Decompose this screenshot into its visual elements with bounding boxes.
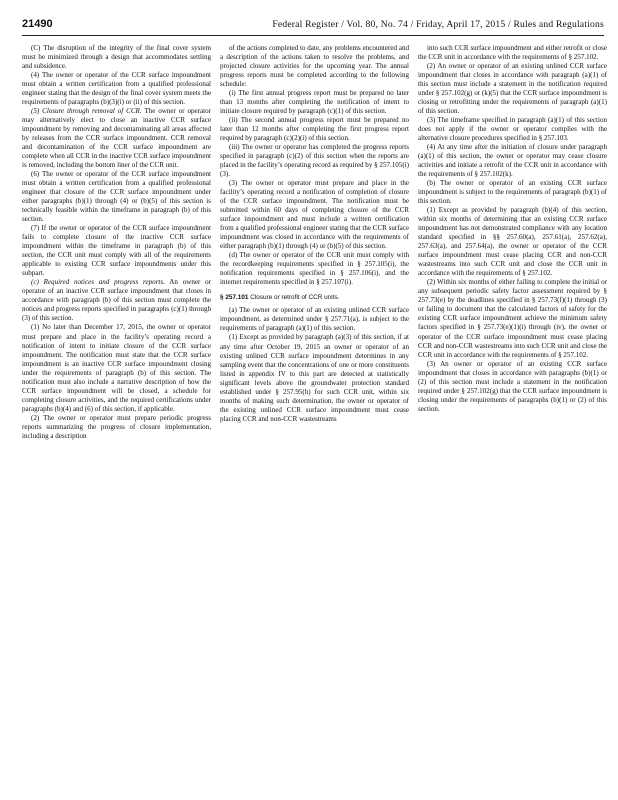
paragraph: (4) The owner or operator of the CCR surface impoundment must obtain a written certification from a qualified professional engineer stating that the design of the final cover system meets the requirements of paragraphs (b)(3)(i) or (ii) of this section. bbox=[22, 71, 211, 107]
column-1 bbox=[22, 44, 211, 788]
paragraph: (1) No later than December 17, 2015, the owner or operator must prepare and place in the facility’s operating record a notification of intent to initiate closure of the CCR surface impoundment. The notification must state that the CCR surface impoundment is an inactive CCR surface impoundment closing under the requirements of paragraph (b) of this section. The notification must also include a narrative description of how the CCR surface impoundment will be closed, a schedule for completing closure activities, and the required certifications under paragraphs (b)(4) and (6) of this section, if applicable. bbox=[22, 323, 211, 413]
paragraph bbox=[22, 107, 211, 170]
running-head: Federal Register / Vol. 80, No. 74 / Friday, April 17, 2015 / Rules and Regulations bbox=[272, 19, 604, 30]
column-3 bbox=[418, 44, 607, 788]
paragraph: of the actions completed to date, any problems encountered and a description of the actions taken to resolve the problems, and projected closure activities for the upcoming year. The annual progress reports must be completed according to the following schedule: bbox=[220, 44, 409, 89]
page-header bbox=[22, 18, 604, 36]
paragraph: (d) The owner or operator of the CCR unit must comply with the recordkeeping requirements specified in § 257.105(i), the notification requirements specified in § 257.106(i), and the internet requirements specified in § 257.107(i). bbox=[220, 251, 409, 287]
paragraph-heading: (c) Required notices and progress reports. bbox=[31, 278, 165, 287]
paragraph: (2) The owner or operator must prepare periodic progress reports summarizing the progress of closure implementation, including a description bbox=[22, 413, 211, 440]
paragraph: (3) The timeframe specified in paragraph (a)(1) of this section does not apply if the owner or operator complies with the alternative closure procedures specified in § 257.103. bbox=[418, 116, 607, 143]
paragraph: (2) An owner or operator of an existing unlined CCR surface impoundment that closes in accordance with paragraph (a)(1) of this section must include a statement in the notification required under § 257.102(g) or (k)(5) that the CCR surface impoundment is closing or retrofitting under the requirements of paragraph (a)(1) of this section. bbox=[418, 62, 607, 116]
paragraph-text: The owner or operator may alternatively elect to close an inactive CCR surface impoundment by removing and decontaminating all areas affected by releases from the CCR surface impoundment. CCR removal and decontamination of the CCR surface impoundment are complete when all CCR in the inactive CCR surface impoundment is removed, including the bottom liner of the CCR unit. bbox=[22, 107, 211, 170]
paragraph: (3) An owner or operator of an existing CCR surface impoundment that closes in accordance with paragraphs (b)(1) or (2) of this section must include a statement in the notification required under § 257.102(g) that the CCR surface impoundment is closing under the requirements of paragraphs (b)(1) or (2) of this section. bbox=[418, 359, 607, 413]
paragraph: (C) The disruption of the integrity of the final cover system must be minimized through a design that accommodates settling and subsidence. bbox=[22, 44, 211, 71]
section-number: § 257.101 bbox=[220, 294, 249, 302]
paragraph: (1) Except as provided by paragraph (b)(4) of this section, within six months of determining that an existing CCR surface impoundment has not demonstrated compliance with any location standard specified in §§ 257.60(a), 257.61(a), 257.62(a), 257.63(a), and 257.64(a), the owner or operator of the CCR surface impoundment must cease placing CCR and non-CCR wastestreams into such CCR unit and close the CCR unit in accordance with the requirements of § 257.102. bbox=[418, 206, 607, 278]
paragraph: (1) Except as provided by paragraph (a)(3) of this section, if at any time after October 19, 2015 an owner or operator of an existing unlined CCR surface impoundment determines in any sampling event that the concentrations of one or more constituents listed in appendix IV to this part are detected at statistically significant levels above the groundwater protection standard established under § 257.95(h) for such CCR unit, within six months of making such determination, the owner or operator of the existing unlined CCR surface impoundment must cease placing CCR and non-CCR wastestreams bbox=[220, 333, 409, 423]
text-columns bbox=[22, 44, 607, 788]
paragraph: (iii) The owner or operator has completed the progress reports specified in paragraph (c)(2) of this section when the reports are placed in the facility’s operating record as required by § 257.105(i)(3). bbox=[220, 143, 409, 179]
paragraph: (2) Within six months of either failing to complete the initial or any subsequent periodic safety factor assessment required by § 257.73(e) by the deadlines specified in § 257.73(f)(1) through (3) or failing to document that the calculated factors of safety for the existing CCR surface impoundment achieve the minimum safety factors specified in § 257.73(e)(1)(i) through (iv), the owner or operator of the CCR surface impoundment must cease placing CCR and non-CCR wastestreams into such CCR unit and close the CCR unit in accordance with the requirements of § 257.102. bbox=[418, 278, 607, 359]
paragraph: (ii) The second annual progress report must be prepared no later than 12 months after completing the first progress report required by paragraph (c)(2)(i) of this section. bbox=[220, 116, 409, 143]
paragraph: (4) At any time after the initiation of closure under paragraph (a)(1) of this section, the owner or operator may cease closure activities and initiate a retrofit of the CCR unit in accordance with the requirements of § 257.102(k). bbox=[418, 143, 607, 179]
paragraph: (i) The first annual progress report must be prepared no later than 13 months after completing the notification of intent to initiate closure required by paragraph (c)(1) of this section. bbox=[220, 89, 409, 116]
paragraph-heading: (5) Closure through removal of CCR. bbox=[31, 107, 142, 116]
paragraph: (b) The owner or operator of an existing CCR surface impoundment is subject to the requirements of paragraph (b)(1) of this section. bbox=[418, 179, 607, 206]
column-2 bbox=[220, 44, 409, 788]
paragraph: into such CCR surface impoundment and either retrofit or close the CCR unit in accordance with the requirements of § 257.102. bbox=[418, 44, 607, 62]
paragraph: (7) If the owner or operator of the CCR surface impoundment fails to complete closure of the inactive CCR surface impoundment within the timeframe in paragraph (b) of this section, the CCR unit must comply with all of the requirements applicable to existing CCR surface impoundments under this subpart. bbox=[22, 224, 211, 278]
page-number: 21490 bbox=[22, 18, 53, 30]
paragraph bbox=[22, 278, 211, 323]
section-title: Closure or retrofit of CCR units. bbox=[248, 294, 340, 302]
paragraph: (a) The owner or operator of an existing unlined CCR surface impoundment, as determined under § 257.71(a), is subject to the requirements of paragraph (a)(1) of this section. bbox=[220, 306, 409, 333]
paragraph: (6) The owner or operator of the CCR surface impoundment must obtain a written certification from a qualified professional engineer that closure of the CCR surface impoundment under either paragraphs (b)(1) through (4) or (b)(5) of this section is technically feasible within the timeframe in paragraph (b) of this section. bbox=[22, 170, 211, 224]
paragraph: (3) The owner or operator must prepare and place in the facility’s operating record a notification of completion of closure of the CCR surface impoundment. The notification must be submitted within 60 days of completing closure of the CCR surface impoundment and must include a written certification from a qualified professional engineer stating that the CCR surface impoundment was closed in accordance with the requirements of either paragraph (b)(1) through (4) or (b)(5) of this section. bbox=[220, 179, 409, 251]
paragraph-text: An owner or operator of an inactive CCR surface impoundment that closes in accordance with paragraph (b) of this section must complete the notices and progress reports specified in paragraphs (c)(1) through (3) of this section. bbox=[22, 278, 211, 323]
section-heading bbox=[220, 293, 409, 302]
